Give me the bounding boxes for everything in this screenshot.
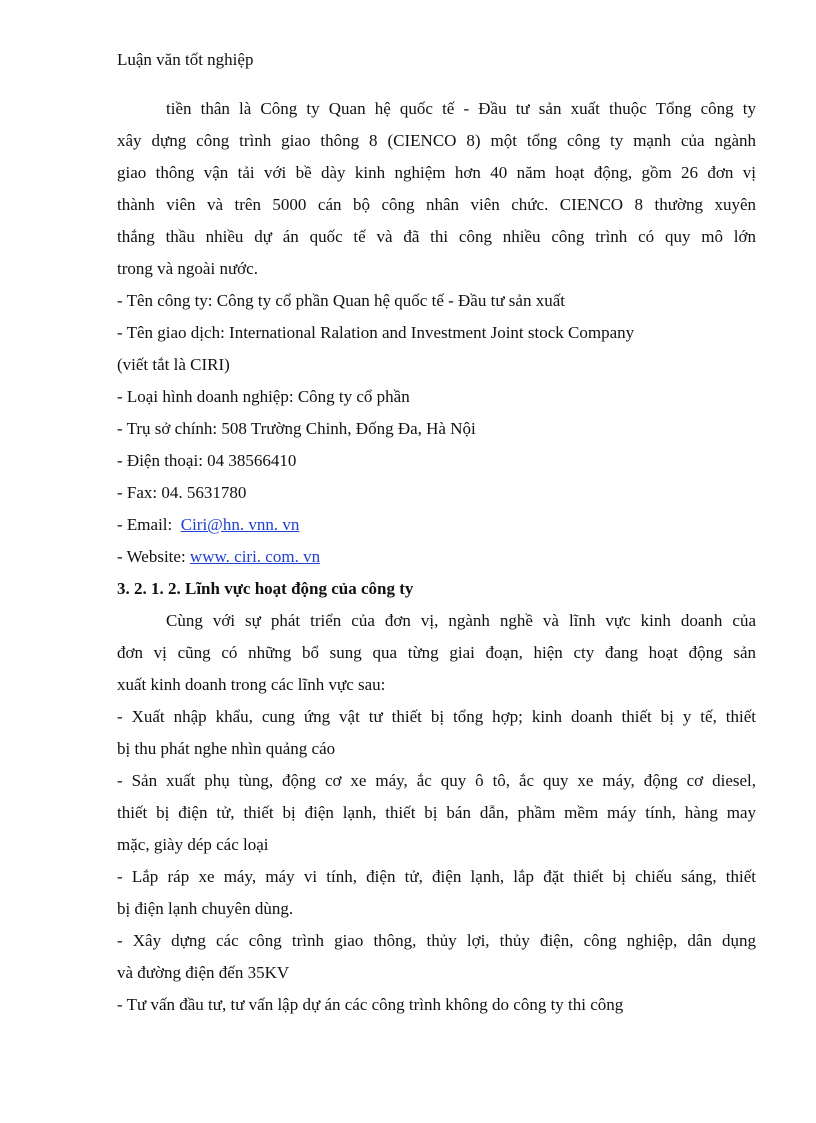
email-label: - Email: — [117, 515, 181, 534]
email-link[interactable]: Ciri@hn. vnn. vn — [180, 515, 300, 534]
company-address: - Trụ sở chính: 508 Trường Chinh, Đống Đa, Hà Nội — [117, 419, 476, 438]
section-intro-line: đơn vị cũng có những bổ sung qua từng giai đoạn, hiện cty đang hoạt động sản — [117, 643, 756, 662]
company-email — [117, 509, 756, 541]
list-item-line: - Xây dựng các công trình giao thông, thủy lợi, thủy điện, công nghiệp, dân dụng — [117, 931, 756, 950]
intro-line: giao thông vận tải với bề dày kinh nghiệm hơn 40 năm hoạt động, gồm 26 đơn vị — [117, 163, 756, 182]
intro-line: thắng thầu nhiều dự án quốc tế và đã thi công nhiều công trình có quy mô lớn — [117, 227, 756, 246]
list-item-line: - Lắp ráp xe máy, máy vi tính, điện tử, điện lạnh, lắp đặt thiết bị chiếu sáng, thiết — [117, 867, 756, 886]
intro-line: trong và ngoài nước. — [117, 259, 258, 278]
company-abbreviation: (viết tắt là CIRI) — [117, 355, 230, 374]
list-item-line: - Tư vấn đầu tư, tư vấn lập dự án các công trình không do công ty thi công — [117, 995, 624, 1014]
company-phone: - Điện thoại: 04 38566410 — [117, 451, 297, 470]
website-link[interactable]: www. ciri. com. vn — [189, 547, 321, 566]
company-website — [117, 541, 756, 573]
company-fax: - Fax: 04. 5631780 — [117, 483, 247, 502]
list-item-line: - Sản xuất phụ tùng, động cơ xe máy, ắc quy ô tô, ắc quy xe máy, động cơ diesel, — [117, 771, 756, 790]
list-item-line: và đường điện đến 35KV — [117, 963, 290, 982]
list-item-line: bị thu phát nghe nhìn quảng cáo — [117, 739, 336, 758]
company-type: - Loại hình doanh nghiệp: Công ty cổ phần — [117, 387, 410, 406]
page-header: Luận văn tốt nghiệp — [117, 50, 254, 69]
section-intro-line: Cùng với sự phát triển của đơn vị, ngành nghề và lĩnh vực kinh doanh của — [166, 611, 756, 630]
intro-line: xây dựng công trình giao thông 8 (CIENCO 8) một tổng công ty mạnh của ngành — [117, 131, 756, 150]
website-label: - Website: — [117, 547, 190, 566]
company-name: - Tên công ty: Công ty cổ phần Quan hệ quốc tế - Đầu tư sản xuất — [117, 291, 565, 310]
company-trade-name: - Tên giao dịch: International Ralation and Investment Joint stock Company — [117, 323, 635, 342]
intro-line: tiền thân là Công ty Quan hệ quốc tế - Đầu tư sản xuất thuộc Tổng công ty — [166, 99, 756, 118]
intro-line: thành viên và trên 5000 cán bộ công nhân viên chức. CIENCO 8 thường xuyên — [117, 195, 756, 214]
section-intro-line: xuất kinh doanh trong các lĩnh vực sau: — [117, 675, 386, 694]
document-body — [117, 93, 756, 1021]
list-item-line: mặc, giày dép các loại — [117, 835, 269, 854]
list-item-line: thiết bị điện tử, thiết bị điện lạnh, thiết bị bán dẫn, phầm mềm máy tính, hàng may — [117, 803, 756, 822]
list-item-line: bị điện lạnh chuyên dùng. — [117, 899, 294, 918]
list-item-line: - Xuất nhập khẩu, cung ứng vật tư thiết bị tổng hợp; kinh doanh thiết bị y tế, thiết — [117, 707, 756, 726]
section-heading: 3. 2. 1. 2. Lĩnh vực hoạt động của công ty — [117, 579, 414, 598]
